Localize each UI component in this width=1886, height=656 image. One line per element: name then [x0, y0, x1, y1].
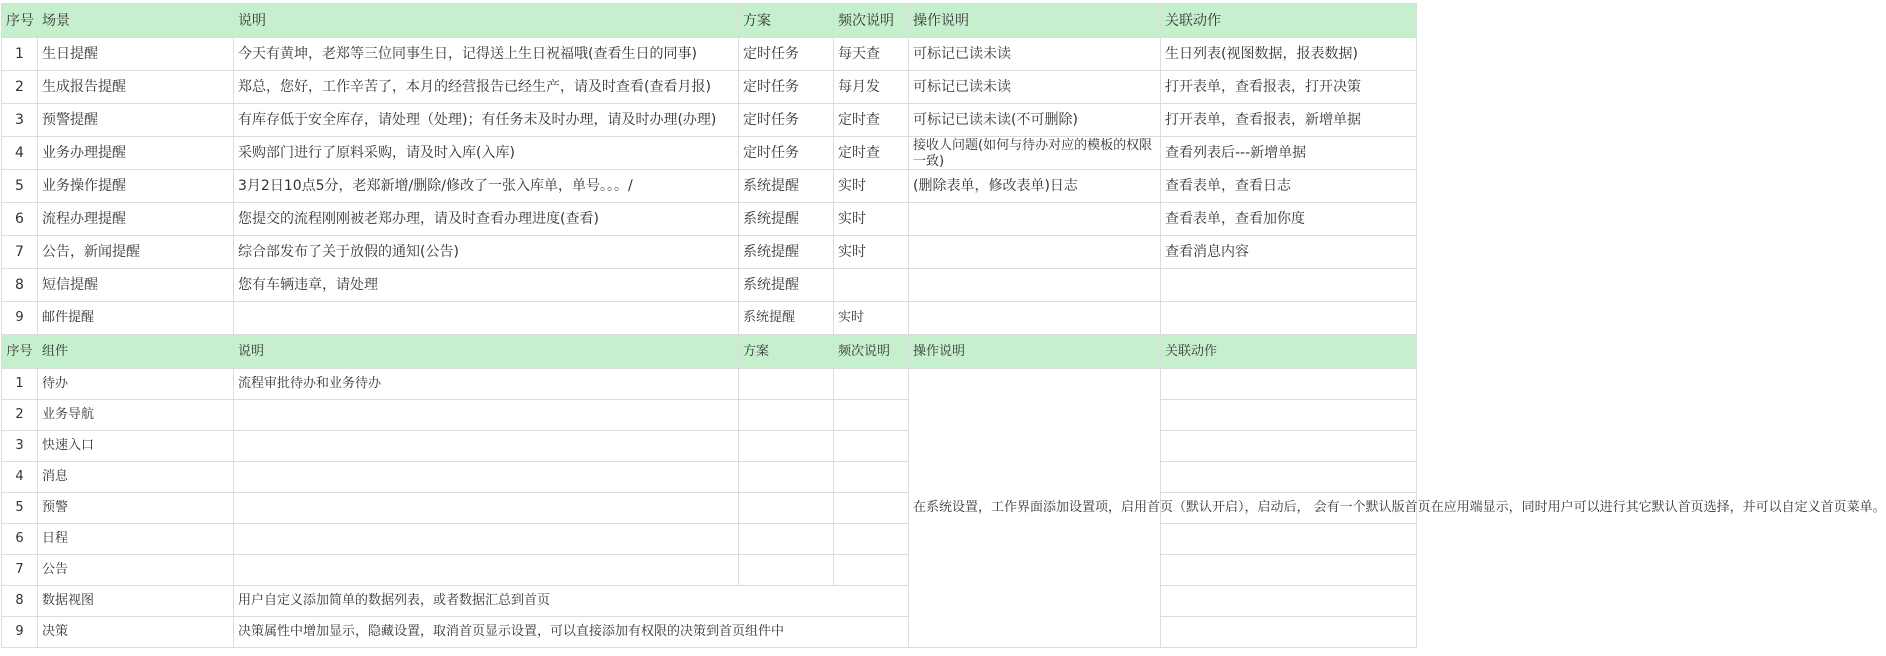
cell-frequency[interactable]	[834, 269, 909, 302]
cell-related-action[interactable]	[1161, 617, 1417, 648]
cell-plan[interactable]: 系统提醒	[739, 302, 834, 335]
cell-related-action[interactable]: 查看列表后---新增单据	[1161, 137, 1417, 170]
cell-frequency[interactable]	[834, 462, 909, 493]
cell-frequency[interactable]: 实时	[834, 203, 909, 236]
cell-scene[interactable]: 业务操作提醒	[38, 170, 234, 203]
table-row	[2, 586, 1417, 617]
cell-plan[interactable]	[739, 493, 834, 524]
table-row	[2, 524, 1417, 555]
cell-seq[interactable]: 7	[2, 555, 38, 586]
cell-operation[interactable]: 可标记已读未读(不可删除)	[909, 104, 1161, 137]
cell-related-action[interactable]: 打开表单，查看报表，打开决策	[1161, 71, 1417, 104]
cell-component[interactable]: 公告	[38, 555, 234, 586]
cell-scene[interactable]: 邮件提醒	[38, 302, 234, 335]
header-cell-description[interactable]: 说明	[234, 335, 739, 369]
cell-plan[interactable]	[739, 462, 834, 493]
cell-seq[interactable]: 3	[2, 431, 38, 462]
header-cell-frequency[interactable]: 频次说明	[834, 4, 909, 38]
cell-operation[interactable]	[909, 203, 1161, 236]
cell-plan[interactable]: 系统提醒	[739, 236, 834, 269]
cell-description[interactable]: 有库存低于安全库存，请处理（处理)；有任务未及时办理，请及时办理(办理)	[234, 104, 739, 137]
table-row	[2, 462, 1417, 493]
cell-seq[interactable]: 5	[2, 170, 38, 203]
cell-description[interactable]: 决策属性中增加显示，隐藏设置，取消首页显示设置，可以直接添加有权限的决策到首页组件中	[234, 617, 909, 648]
cell-plan[interactable]: 定时任务	[739, 104, 834, 137]
cell-description[interactable]	[234, 493, 739, 524]
cell-plan[interactable]: 定时任务	[739, 38, 834, 71]
cell-seq[interactable]: 1	[2, 38, 38, 71]
cell-component[interactable]: 数据视图	[38, 586, 234, 617]
cell-description[interactable]: 今天有黄坤，老郑等三位同事生日，记得送上生日祝福哦(查看生日的同事)	[234, 38, 739, 71]
cell-plan[interactable]: 定时任务	[739, 71, 834, 104]
cell-description[interactable]	[234, 462, 739, 493]
table-row	[2, 137, 1417, 170]
cell-component[interactable]: 业务导航	[38, 400, 234, 431]
cell-component[interactable]: 待办	[38, 369, 234, 400]
cell-frequency[interactable]	[834, 369, 909, 400]
cell-plan[interactable]	[739, 524, 834, 555]
cell-related-action[interactable]: 生日列表(视图数据，报表数据)	[1161, 38, 1417, 71]
cell-seq[interactable]: 8	[2, 586, 38, 617]
cell-scene[interactable]: 预警提醒	[38, 104, 234, 137]
cell-description[interactable]: 综合部发布了关于放假的通知(公告)	[234, 236, 739, 269]
cell-seq[interactable]: 2	[2, 400, 38, 431]
cell-description[interactable]	[234, 524, 739, 555]
cell-seq[interactable]: 1	[2, 369, 38, 400]
header-cell-seq[interactable]: 序号	[2, 4, 38, 38]
cell-frequency[interactable]: 定时查	[834, 137, 909, 170]
table-row	[2, 203, 1417, 236]
cell-scene[interactable]: 短信提醒	[38, 269, 234, 302]
cell-operation[interactable]	[909, 137, 1161, 170]
cell-scene[interactable]: 业务办理提醒	[38, 137, 234, 170]
table-row	[2, 369, 1417, 400]
cell-frequency[interactable]	[834, 431, 909, 462]
cell-related-action[interactable]: 打开表单，查看报表，新增单据	[1161, 104, 1417, 137]
cell-seq[interactable]: 9	[2, 617, 38, 648]
table-row	[2, 104, 1417, 137]
cell-related-action[interactable]	[1161, 462, 1417, 493]
cell-plan[interactable]	[739, 555, 834, 586]
cell-description[interactable]: 用户自定义添加简单的数据列表，或者数据汇总到首页	[234, 586, 909, 617]
table-row	[2, 38, 1417, 71]
cell-related-action[interactable]	[1161, 586, 1417, 617]
cell-related-action[interactable]: 查看表单，查看日志	[1161, 170, 1417, 203]
cell-related-action[interactable]	[1161, 302, 1417, 335]
cell-description[interactable]: 采购部门进行了原料采购，请及时入库(入库)	[234, 137, 739, 170]
cell-component[interactable]: 消息	[38, 462, 234, 493]
table-row	[2, 236, 1417, 269]
table-row	[2, 170, 1417, 203]
header-cell-operation[interactable]: 操作说明	[909, 4, 1161, 38]
cell-plan[interactable]	[739, 431, 834, 462]
cell-frequency[interactable]: 定时查	[834, 104, 909, 137]
cell-operation[interactable]	[909, 302, 1161, 335]
header-cell-component[interactable]: 组件	[38, 335, 234, 369]
header-cell-plan[interactable]: 方案	[739, 4, 834, 38]
cell-related-action[interactable]: 查看表单，查看加你度	[1161, 203, 1417, 236]
table-row	[2, 555, 1417, 586]
header-cell-operation[interactable]: 操作说明	[909, 335, 1161, 369]
cell-description[interactable]: 3月2日10点5分，老郑新增/删除/修改了一张入库单，单号。。。/	[234, 170, 739, 203]
cell-plan[interactable]: 系统提醒	[739, 269, 834, 302]
cell-plan[interactable]: 定时任务	[739, 137, 834, 170]
cell-frequency[interactable]: 每月发	[834, 71, 909, 104]
table-row	[2, 400, 1417, 431]
cell-scene[interactable]: 生日提醒	[38, 38, 234, 71]
cell-scene[interactable]: 公告，新闻提醒	[38, 236, 234, 269]
header-row	[2, 4, 1417, 38]
cell-scene[interactable]: 生成报告提醒	[38, 71, 234, 104]
cell-related-action[interactable]: 查看消息内容	[1161, 236, 1417, 269]
cell-plan[interactable]: 系统提醒	[739, 170, 834, 203]
cell-component[interactable]: 预警	[38, 493, 234, 524]
cell-plan[interactable]	[739, 369, 834, 400]
cell-related-action[interactable]	[1161, 524, 1417, 555]
cell-seq[interactable]: 5	[2, 493, 38, 524]
cell-component[interactable]: 决策	[38, 617, 234, 648]
spreadsheet-grid	[1, 3, 1886, 648]
cell-frequency[interactable]	[834, 524, 909, 555]
header-cell-plan[interactable]: 方案	[739, 335, 834, 369]
cell-description[interactable]	[234, 400, 739, 431]
header-row	[2, 335, 1417, 369]
cell-operation[interactable]: 可标记已读未读	[909, 71, 1161, 104]
cell-description[interactable]	[234, 555, 739, 586]
cell-seq[interactable]: 2	[2, 71, 38, 104]
cell-seq[interactable]: 7	[2, 236, 38, 269]
table-row	[2, 431, 1417, 462]
table-row	[2, 71, 1417, 104]
cell-seq[interactable]: 8	[2, 269, 38, 302]
cell-seq[interactable]: 4	[2, 137, 38, 170]
cell-operation-text: 接收人问题(如何与待办对应的模板的权限一致)	[913, 138, 1153, 169]
cell-description[interactable]	[234, 431, 739, 462]
cell-seq[interactable]: 9	[2, 302, 38, 335]
header-cell-related-action[interactable]: 关联动作	[1161, 4, 1417, 38]
cell-component[interactable]: 快速入口	[38, 431, 234, 462]
table-row	[2, 302, 1417, 335]
cell-plan[interactable]	[739, 400, 834, 431]
table-row	[2, 617, 1417, 648]
cell-frequency[interactable]: 实时	[834, 236, 909, 269]
header-cell-seq[interactable]: 序号	[2, 335, 38, 369]
cell-frequency[interactable]	[834, 493, 909, 524]
cell-operation-merged[interactable]: 在系统设置，工作界面添加设置项，启用首页（默认开启），启动后， 会有一个默认版首页在应用端显示，同时用户可以进行其它默认首页选择，并可以自定义首页菜单。	[909, 369, 1161, 648]
cell-operation[interactable]: 可标记已读未读	[909, 38, 1161, 71]
header-cell-description[interactable]: 说明	[234, 4, 739, 38]
cell-seq[interactable]: 4	[2, 462, 38, 493]
cell-seq[interactable]: 6	[2, 524, 38, 555]
cell-description[interactable]: 郑总，您好，工作辛苦了，本月的经营报告已经生产，请及时查看(查看月报)	[234, 71, 739, 104]
cell-operation[interactable]: (删除表单，修改表单)日志	[909, 170, 1161, 203]
cell-frequency[interactable]: 每天查	[834, 38, 909, 71]
cell-scene[interactable]: 流程办理提醒	[38, 203, 234, 236]
cell-component[interactable]: 日程	[38, 524, 234, 555]
header-cell-frequency[interactable]: 频次说明	[834, 335, 909, 369]
cell-frequency[interactable]: 实时	[834, 170, 909, 203]
header-cell-scene[interactable]: 场景	[38, 4, 234, 38]
cell-description[interactable]: 您有车辆违章，请处理	[234, 269, 739, 302]
cell-description[interactable]: 流程审批待办和业务待办	[234, 369, 739, 400]
cell-related-action[interactable]	[1161, 269, 1417, 302]
cell-operation[interactable]	[909, 236, 1161, 269]
cell-seq[interactable]: 6	[2, 203, 38, 236]
cell-related-action[interactable]	[1161, 369, 1417, 400]
cell-frequency[interactable]: 实时	[834, 302, 909, 335]
cell-frequency[interactable]	[834, 400, 909, 431]
table-row	[2, 269, 1417, 302]
cell-operation[interactable]	[909, 269, 1161, 302]
cell-seq[interactable]: 3	[2, 104, 38, 137]
cell-related-action[interactable]	[1161, 400, 1417, 431]
cell-related-action[interactable]	[1161, 431, 1417, 462]
cell-description[interactable]	[234, 302, 739, 335]
cell-frequency[interactable]	[834, 555, 909, 586]
cell-plan[interactable]: 系统提醒	[739, 203, 834, 236]
header-cell-related-action[interactable]: 关联动作	[1161, 335, 1417, 369]
cell-description[interactable]: 您提交的流程刚刚被老郑办理，请及时查看办理进度(查看)	[234, 203, 739, 236]
cell-related-action[interactable]	[1161, 555, 1417, 586]
